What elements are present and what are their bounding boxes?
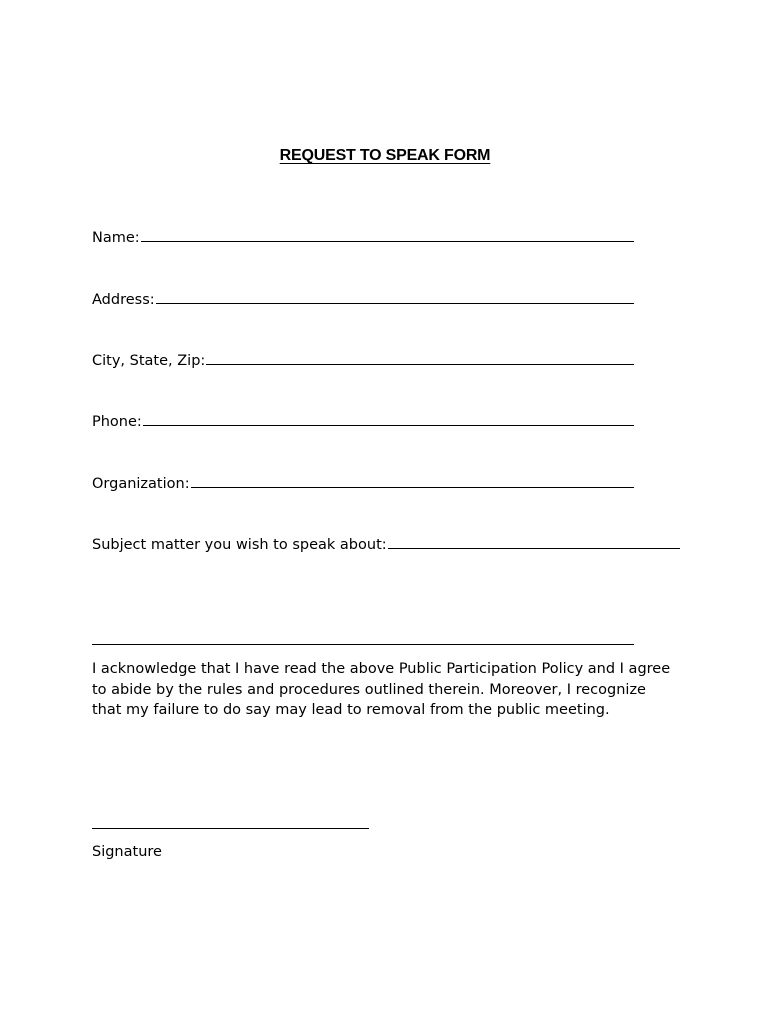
acknowledgement-text: I acknowledge that I have read the above Public Participation Policy and I agree to abide by the rules and procedures outlined therein. Moreover, I recognize that my failure to do say may lead to removal from the public meeting. [92,661,671,718]
signature-line[interactable] [92,828,369,829]
subject-label: Subject matter you wish to speak about: [92,537,387,553]
name-label: Name: [92,230,140,246]
address-label: Address: [92,292,155,308]
phone-field [92,413,634,431]
name-input-line[interactable] [141,229,634,242]
phone-input-line[interactable] [143,413,634,426]
phone-label: Phone: [92,414,142,430]
organization-input-line[interactable] [191,475,634,488]
name-field [92,229,634,247]
form-title-text: REQUEST TO SPEAK FORM [279,147,491,164]
form-title [0,147,770,165]
subject-field [92,536,680,554]
address-input-line[interactable] [156,291,634,304]
city-state-zip-input-line[interactable] [206,352,634,365]
organization-label: Organization: [92,476,190,492]
organization-field [92,475,634,493]
subject-continuation-line[interactable] [92,644,634,645]
city-state-zip-field [92,352,634,370]
signature-label: Signature [92,844,162,860]
city-state-zip-label: City, State, Zip: [92,353,206,369]
address-field [92,291,634,309]
subject-input-line[interactable] [388,536,680,549]
